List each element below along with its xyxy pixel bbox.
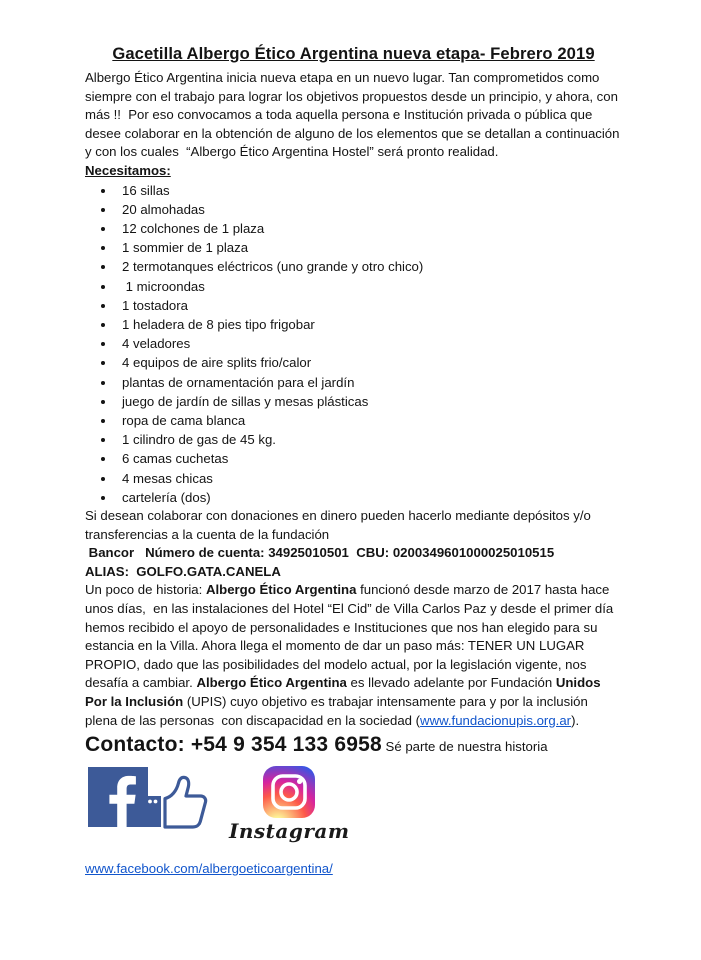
bold-text-segment: Albergo Ético Argentina [205, 582, 357, 598]
bold-text-segment: Unidos Por la Inclusión [85, 675, 605, 709]
donation-paragraph: Si desean colaborar con donaciones en dinero pueden hacerlo mediante depósitos y/o transferencias a la cuenta de la fundación [85, 508, 595, 542]
text-segment: (UPIS) cuyo objetivo es trabajar intensamente para y por la inclusión plena de las personas con discapacidad en la sociedad ( [85, 693, 592, 728]
needs-list-item: • 1 tostadora [116, 296, 622, 315]
instagram-camera-glyph [263, 766, 315, 818]
contact-line [85, 733, 622, 757]
needs-list-item: • 1 microondas [116, 277, 622, 296]
facebook-page-link[interactable]: www.facebook.com/albergoeticoargentina/ [85, 861, 333, 877]
page-title: Gacetilla Albergo Ético Argentina nueva etapa- Febrero 2019 [112, 44, 595, 63]
bank-details-line: Bancor Número de cuenta: 34925010501 CBU: 0200349601000025010515 [85, 545, 555, 561]
alias-line: ALIAS: GOLFO.GATA.CANELA [85, 563, 281, 579]
needs-list-item: • 6 camas cuchetas [116, 449, 622, 468]
needs-list-item: • 4 equipos de aire splits frio/calor [116, 353, 622, 372]
like-thumb-icon [144, 770, 214, 830]
needs-list-item: • plantas de ornamentación para el jardín [116, 373, 622, 392]
needs-list-item: • cartelería (dos) [116, 488, 622, 507]
needs-list-item: • 1 sommier de 1 plaza [116, 238, 622, 257]
facebook-icon [88, 767, 148, 827]
facebook-link-row [85, 860, 622, 879]
needs-list-item: • 4 mesas chicas [116, 469, 622, 488]
needs-list-item: • 4 veladores [116, 334, 622, 353]
needs-list-item: • juego de jardín de sillas y mesas plásticas [116, 392, 622, 411]
intro-paragraph: Albergo Ético Argentina inicia nueva etapa en un nuevo lugar. Tan comprometidos como siempre con el trabajo para lograr los objetivos propuestos desde un principio, y ahora, con más !! Por eso convocamos a toda aquella persona e Institución privada o pública que desee colaborar en la obtención de alguno de los elementos que se detallan a continuación y con los cuales “Albergo Ético Argentina Hostel” será pronto realidad. [85, 70, 624, 160]
needs-list-item: • 20 almohadas [116, 200, 622, 219]
needs-list-item: • 1 heladera de 8 pies tipo frigobar [116, 315, 622, 334]
fundacionupis-link[interactable]: www.fundacionupis.org.ar [420, 712, 572, 728]
needs-list-item: • ropa de cama blanca [116, 411, 622, 430]
text-segment: funcionó desde marzo de 2017 hasta hace unos días, en las instalaciones del Hotel “El Cid” de Villa Carlos Paz y desde el primer día hemos recibido el apoyo de personalidades e Instituciones que nos han elegido para su estancia en la Villa. Ahora llega el momento de dar un paso más: TENER UN LUGAR PROPIO, dado que las posibilidades del modelo actual, por la legislación vigente, nos desafía a cambiar. [85, 582, 617, 691]
social-icons-row [88, 766, 622, 852]
contact-tagline [382, 739, 548, 754]
needs-list-item: • 12 colchones de 1 plaza [116, 219, 622, 238]
contact-tagline-text: Sé parte de nuestra historia [385, 739, 548, 755]
needs-list-item: • 2 termotanques eléctricos (uno grande y otro chico) [116, 257, 622, 276]
text-segment: ). [571, 712, 580, 728]
contact-phone: Contacto: +54 9 354 133 6958 [85, 733, 382, 757]
needs-list [85, 181, 622, 507]
needs-list-item: • 1 cilindro de gas de 45 kg. [116, 430, 622, 449]
instagram-icon [263, 766, 315, 818]
instagram-script-label: Instagram [229, 819, 350, 844]
text-segment: Un poco de historia: [85, 582, 206, 598]
bold-text-segment: Albergo Ético Argentina [196, 675, 347, 691]
needs-list-item: • 16 sillas [116, 181, 622, 200]
history-paragraph [85, 581, 622, 730]
instagram-block [229, 766, 350, 843]
needs-heading: Necesitamos: [85, 162, 171, 178]
text-segment: es llevado adelante por Fundación [346, 675, 556, 691]
